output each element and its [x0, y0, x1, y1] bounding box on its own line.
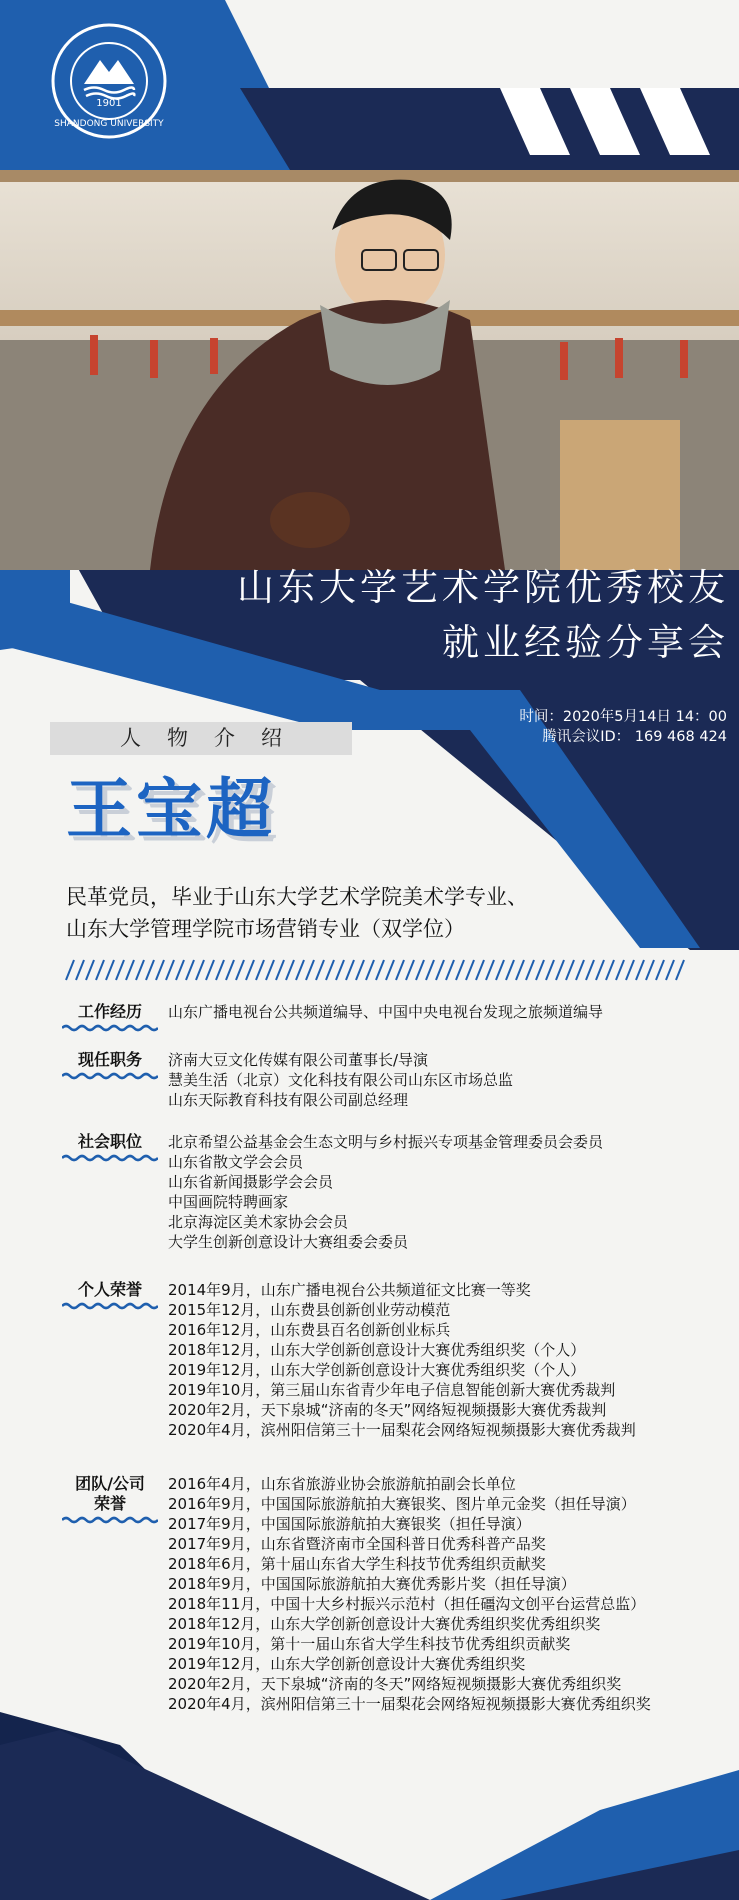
- section-label-text: 现任职务: [77, 1050, 142, 1069]
- section-line: 2020年4月，滨州阳信第三十一届梨花会网络短视频摄影大赛优秀裁判: [168, 1421, 636, 1439]
- section-lines-team-honors: [168, 1474, 728, 1714]
- section-line: 2018年11月，中国十大乡村振兴示范村（担任礓沟文创平台运营总监）: [168, 1595, 646, 1613]
- portrait-photo: [0, 170, 739, 570]
- section-lines-work: [168, 1002, 728, 1022]
- section-line: 慧美生活（北京）文化科技有限公司山东区市场总监: [168, 1071, 514, 1089]
- section-line: 2019年10月，第十一届山东省大学生科技节优秀组织贡献奖: [168, 1635, 571, 1653]
- section-line: 2015年12月，山东费县创新创业劳动模范: [168, 1301, 451, 1319]
- section-line: 2018年6月，第十届山东省大学生科技节优秀组织贡献奖: [168, 1555, 546, 1573]
- section-lines-current: [168, 1050, 728, 1110]
- event-title-line2: 就业经验分享会: [442, 621, 729, 664]
- section-line: 北京海淀区美术家协会会员: [168, 1213, 349, 1231]
- section-label-social: [62, 1132, 158, 1152]
- section-label-text-line2: 荣誉: [93, 1494, 126, 1513]
- wave-underline: [62, 1024, 158, 1032]
- section-line: 山东省散文学会会员: [168, 1153, 304, 1171]
- section-line: 2018年9月，中国国际旅游航拍大赛优秀影片奖（担任导演）: [168, 1575, 576, 1593]
- university-logo: [50, 22, 168, 140]
- section-label-work: [62, 1002, 158, 1022]
- section-line: 2014年9月，山东广播电视台公共频道征文比赛一等奖: [168, 1281, 531, 1299]
- section-line: 2020年4月，滨州阳信第三十一届梨花会网络短视频摄影大赛优秀组织奖: [168, 1695, 651, 1713]
- section-line: 2020年2月，天下泉城“济南的冬天”网络短视频摄影大赛优秀裁判: [168, 1401, 607, 1419]
- section-line: 2016年12月，山东费县百名创新创业标兵: [168, 1321, 451, 1339]
- section-line: 北京希望公益基金会生态文明与乡村振兴专项基金管理委员会委员: [168, 1133, 604, 1151]
- person-name: 王宝超: [66, 771, 276, 848]
- section-lines-personal-honors: [168, 1280, 728, 1440]
- section-label-text: 个人荣誉: [77, 1280, 142, 1299]
- section-label-text: 工作经历: [77, 1002, 142, 1021]
- section-line: 山东省新闻摄影学会会员: [168, 1173, 334, 1191]
- event-time: 时间：2020年5月14日 14：00: [519, 709, 727, 725]
- section-line: 2019年12月，山东大学创新创意设计大赛优秀组织奖（个人）: [168, 1361, 586, 1379]
- section-line: 2016年4月，山东省旅游业协会旅游航拍副会长单位: [168, 1475, 516, 1493]
- wave-underline: [62, 1516, 158, 1524]
- section-line: 2017年9月，山东省暨济南市全国科普日优秀科普产品奖: [168, 1535, 546, 1553]
- section-lines-social: [168, 1132, 728, 1252]
- wave-underline: [62, 1072, 158, 1080]
- section-label-personal-honors: [62, 1280, 158, 1300]
- slash-divider: [62, 958, 687, 982]
- section-line: 中国画院特聘画家: [168, 1193, 289, 1211]
- section-line: 2019年10月，第三届山东省青少年电子信息智能创新大赛优秀裁判: [168, 1381, 616, 1399]
- section-line: 2020年2月，天下泉城“济南的冬天”网络短视频摄影大赛优秀组织奖: [168, 1675, 622, 1693]
- wave-underline: [62, 1154, 158, 1162]
- section-line: 山东广播电视台公共频道编导、中国中央电视台发现之旅频道编导: [168, 1003, 604, 1021]
- section-line: 2018年12月，山东大学创新创意设计大赛优秀组织奖优秀组织奖: [168, 1615, 601, 1633]
- meeting-id: 腾讯会议ID： 169 468 424: [542, 729, 727, 745]
- section-label-text: 社会职位: [77, 1132, 142, 1151]
- event-title-line1: 山东大学艺术学院优秀校友: [237, 566, 729, 609]
- section-label-text-line1: 团队/公司: [75, 1474, 145, 1493]
- section-label-team-honors: [62, 1474, 158, 1514]
- wave-underline: [62, 1302, 158, 1310]
- intro-heading: 人物介绍: [120, 726, 308, 750]
- section-line: 大学生创新创意设计大赛组委会委员: [168, 1233, 409, 1251]
- section-line: 山东天际教育科技有限公司副总经理: [168, 1091, 409, 1109]
- logo-year: 1901: [96, 98, 122, 109]
- profile-desc-line2: 山东大学管理学院市场营销专业（双学位）: [66, 917, 465, 941]
- section-line: 2018年12月，山东大学创新创意设计大赛优秀组织奖（个人）: [168, 1341, 586, 1359]
- section-line: 济南大豆文化传媒有限公司董事长/导演: [168, 1051, 429, 1069]
- profile-desc-line1: 民革党员，毕业于山东大学艺术学院美术学专业、: [66, 885, 528, 909]
- section-line: 2019年12月，山东大学创新创意设计大赛优秀组织奖: [168, 1655, 526, 1673]
- logo-university-name: SHANDONG UNIVERSITY: [54, 119, 164, 129]
- section-label-current: [62, 1050, 158, 1070]
- section-line: 2016年9月，中国国际旅游航拍大赛银奖、图片单元金奖（担任导演）: [168, 1495, 636, 1513]
- section-line: 2017年9月，中国国际旅游航拍大赛银奖（担任导演）: [168, 1515, 531, 1533]
